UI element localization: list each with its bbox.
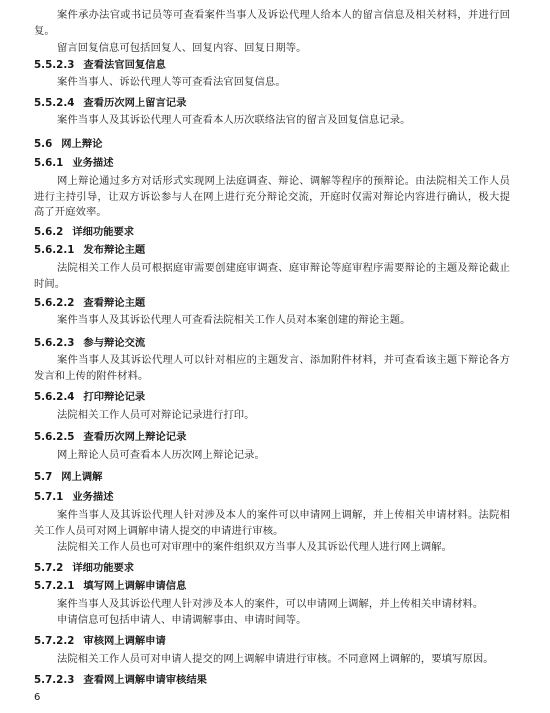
paragraph: 法院相关工作人员可对辩论记录进行打印。	[57, 409, 255, 421]
paragraph: 网上辩论人员可查看本人历次网上辩论记录。	[57, 449, 265, 461]
section-title: 业务描述	[72, 491, 114, 503]
paragraph: 案件当事人及其诉讼代理人针对涉及本人的案件可以申请网上调解，并上传相关申请材料。法院相关工作人员可对网上调解申请人提交的申请进行审核。	[34, 509, 510, 537]
section-title: 填写网上调解申请信息	[83, 580, 187, 592]
section-title: 详细功能要求	[72, 226, 135, 238]
section-number: 5.7.2.2	[34, 635, 75, 647]
section-number: 5.7.2	[34, 562, 64, 574]
section-number: 5.6.2.3	[34, 337, 75, 349]
section-number: 5.6	[34, 138, 53, 150]
section-title: 发布辩论主题	[83, 244, 146, 256]
section-heading	[0, 225, 550, 240]
section-number: 5.6.2.4	[34, 391, 75, 403]
page-number: 6	[34, 692, 41, 703]
section-heading	[0, 561, 550, 576]
section-heading	[0, 96, 550, 111]
section-title: 打印辩论记录	[83, 391, 146, 403]
section-title: 查看法官回复信息	[83, 59, 166, 71]
section-heading	[0, 470, 550, 485]
section-heading	[0, 296, 550, 311]
section-heading	[0, 634, 550, 649]
section-title: 网上调解	[61, 471, 103, 483]
paragraph: 案件承办法官或书记员等可查看案件当事人及诉讼代理人给本人的留言信息及相关材料，并进行回复。	[34, 9, 510, 37]
paragraph: 案件当事人、诉讼代理人等可查看法官回复信息。	[57, 76, 286, 88]
paragraph: 法院相关工作人员也可对审理中的案件组织双方当事人及其诉讼代理人进行网上调解。	[57, 541, 453, 553]
section-heading	[0, 390, 550, 405]
section-heading	[0, 579, 550, 594]
section-heading	[0, 137, 550, 152]
section-title: 详细功能要求	[72, 562, 135, 574]
section-title: 查看历次网上留言记录	[83, 97, 187, 109]
section-number: 5.7	[34, 471, 53, 483]
section-heading	[0, 156, 550, 171]
section-title: 查看辩论主题	[83, 297, 146, 309]
section-number: 5.6.2	[34, 226, 64, 238]
paragraph: 法院相关工作人员可根据庭审需要创建庭审调查、庭审辩论等庭审程序需要辩论的主题及辩论截止时间。	[34, 262, 510, 290]
section-heading	[0, 243, 550, 258]
paragraph: 案件当事人及其诉讼代理人可查看法院相关工作人员对本案创建的辩论主题。	[57, 314, 411, 326]
section-number: 5.5.2.4	[34, 97, 75, 109]
paragraph: 案件当事人及其诉讼代理人针对涉及本人的案件，可以申请网上调解，并上传相关申请材料。	[57, 598, 484, 610]
section-heading	[0, 490, 550, 505]
section-number: 5.6.2.5	[34, 431, 75, 443]
paragraph: 申请信息可包括申请人、申请调解事由、申请时间等。	[57, 614, 307, 626]
section-heading	[0, 673, 550, 688]
section-title: 业务描述	[72, 157, 114, 169]
section-number: 5.7.1	[34, 491, 64, 503]
section-title: 查看网上调解申请审核结果	[83, 674, 207, 686]
section-heading	[0, 58, 550, 73]
section-heading	[0, 430, 550, 445]
section-number: 5.7.2.3	[34, 674, 75, 686]
section-title: 网上辩论	[61, 138, 103, 150]
paragraph: 法院相关工作人员可对申请人提交的网上调解申请进行审核。不同意网上调解的，要填写原因。	[57, 653, 494, 665]
section-number: 5.6.2.1	[34, 244, 75, 256]
paragraph: 案件当事人及其诉讼代理人可以针对相应的主题发言、添加附件材料，并可查看该主题下辩论各方发言和上传的附件材料。	[34, 354, 510, 382]
section-number: 5.7.2.1	[34, 580, 75, 592]
section-number: 5.6.1	[34, 157, 64, 169]
section-title: 查看历次网上辩论记录	[83, 431, 187, 443]
section-title: 参与辩论交流	[83, 337, 146, 349]
section-number: 5.6.2.2	[34, 297, 75, 309]
paragraph: 案件当事人及其诉讼代理人可查看本人历次联络法官的留言及回复信息记录。	[57, 114, 411, 126]
section-title: 审核网上调解申请	[83, 635, 166, 647]
paragraph: 网上辩论通过多方对话形式实现网上法庭调查、辩论、调解等程序的预辩论。由法院相关工作人员进行主持引导，让双方诉讼参与人在网上进行充分辩论交流，开庭时仅需对辩论内容进行确认，极大提高了开庭效率。	[34, 175, 510, 218]
paragraph: 留言回复信息可包括回复人、回复内容、回复日期等。	[57, 42, 307, 54]
section-heading	[0, 336, 550, 351]
section-number: 5.5.2.3	[34, 59, 75, 71]
